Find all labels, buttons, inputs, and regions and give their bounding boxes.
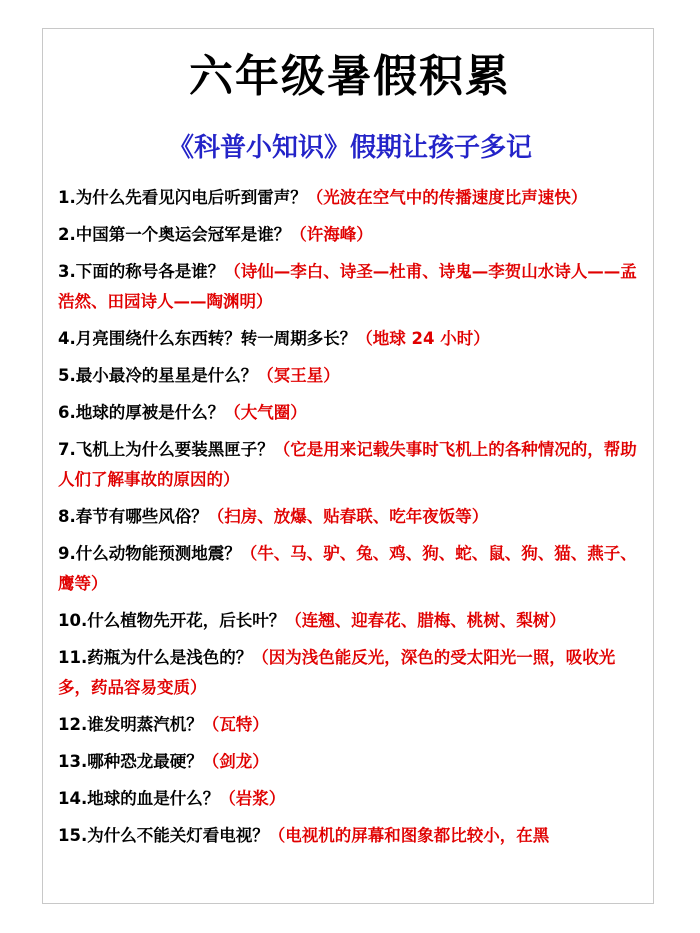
question-6: 6.地球的厚被是什么？ [58, 403, 225, 422]
question-13: 13.哪种恐龙最硬？ [58, 752, 203, 771]
qa-item-2 [58, 220, 648, 250]
qa-item-1 [58, 183, 648, 213]
question-12: 12.谁发明蒸汽机？ [58, 715, 203, 734]
answer-2: （许海峰） [290, 225, 373, 244]
answer-15: （电视机的屏幕和图象都比较小，在黑 [268, 826, 550, 845]
qa-item-14 [58, 784, 648, 814]
qa-item-9 [58, 539, 648, 599]
question-1: 1.为什么先看见闪电后听到雷声？ [58, 188, 307, 207]
question-3: 3.下面的称号各是谁？ [58, 262, 225, 281]
answer-12: （瓦特） [202, 715, 269, 734]
qa-list [58, 183, 648, 858]
page-subtitle: 《科普小知识》假期让孩子多记 [167, 133, 532, 163]
qa-item-12 [58, 710, 648, 740]
answer-7: （它是用来记载失事时飞机上的各种情况的，帮助人们了解事故的原因的） [58, 440, 637, 489]
question-4: 4.月亮围绕什么东西转？转一周期多长？ [58, 329, 357, 348]
question-10: 10.什么植物先开花，后长叶？ [58, 611, 286, 630]
page-title: 六年级暑假积累 [189, 51, 511, 102]
qa-item-5 [58, 361, 648, 391]
question-14: 14.地球的血是什么？ [58, 789, 220, 808]
answer-5: （冥王星） [257, 366, 340, 385]
answer-9: （牛、马、驴、兔、鸡、狗、蛇、鼠、狗、猫、燕子、鹰等） [58, 544, 637, 593]
qa-item-15 [58, 821, 648, 851]
qa-item-8 [58, 502, 648, 532]
qa-item-6 [58, 398, 648, 428]
answer-1: （光波在空气中的传播速度比声速快） [306, 188, 588, 207]
answer-6: （大气圈） [224, 403, 307, 422]
qa-item-13 [58, 747, 648, 777]
qa-item-3 [58, 257, 648, 317]
answer-10: （连翘、迎春花、腊梅、桃树、梨树） [285, 611, 566, 630]
question-9: 9.什么动物能预测地震？ [58, 544, 241, 563]
qa-item-11 [58, 643, 648, 703]
question-11: 11.药瓶为什么是浅色的？ [58, 648, 253, 667]
qa-item-4 [58, 324, 648, 354]
answer-13: （剑龙） [202, 752, 269, 771]
question-8: 8.春节有哪些风俗？ [58, 507, 208, 526]
question-7: 7.飞机上为什么要装黑匣子？ [58, 440, 274, 459]
question-5: 5.最小最冷的星星是什么？ [58, 366, 258, 385]
answer-14: （岩浆） [219, 789, 286, 808]
answer-8: （扫房、放爆、贴春联、吃年夜饭等） [207, 507, 489, 526]
qa-item-7 [58, 435, 648, 495]
answer-11: （因为浅色能反光，深色的受太阳光一照，吸收光多，药品容易变质） [58, 648, 616, 697]
question-2: 2.中国第一个奥运会冠军是谁？ [58, 225, 291, 244]
answer-4: （地球 24 小时） [356, 329, 490, 348]
qa-item-10 [58, 606, 648, 636]
answer-3: （诗仙—李白、诗圣—杜甫、诗鬼—李贺山水诗人——孟浩然、田园诗人——陶渊明） [58, 262, 637, 311]
question-15: 15.为什么不能关灯看电视？ [58, 826, 269, 845]
